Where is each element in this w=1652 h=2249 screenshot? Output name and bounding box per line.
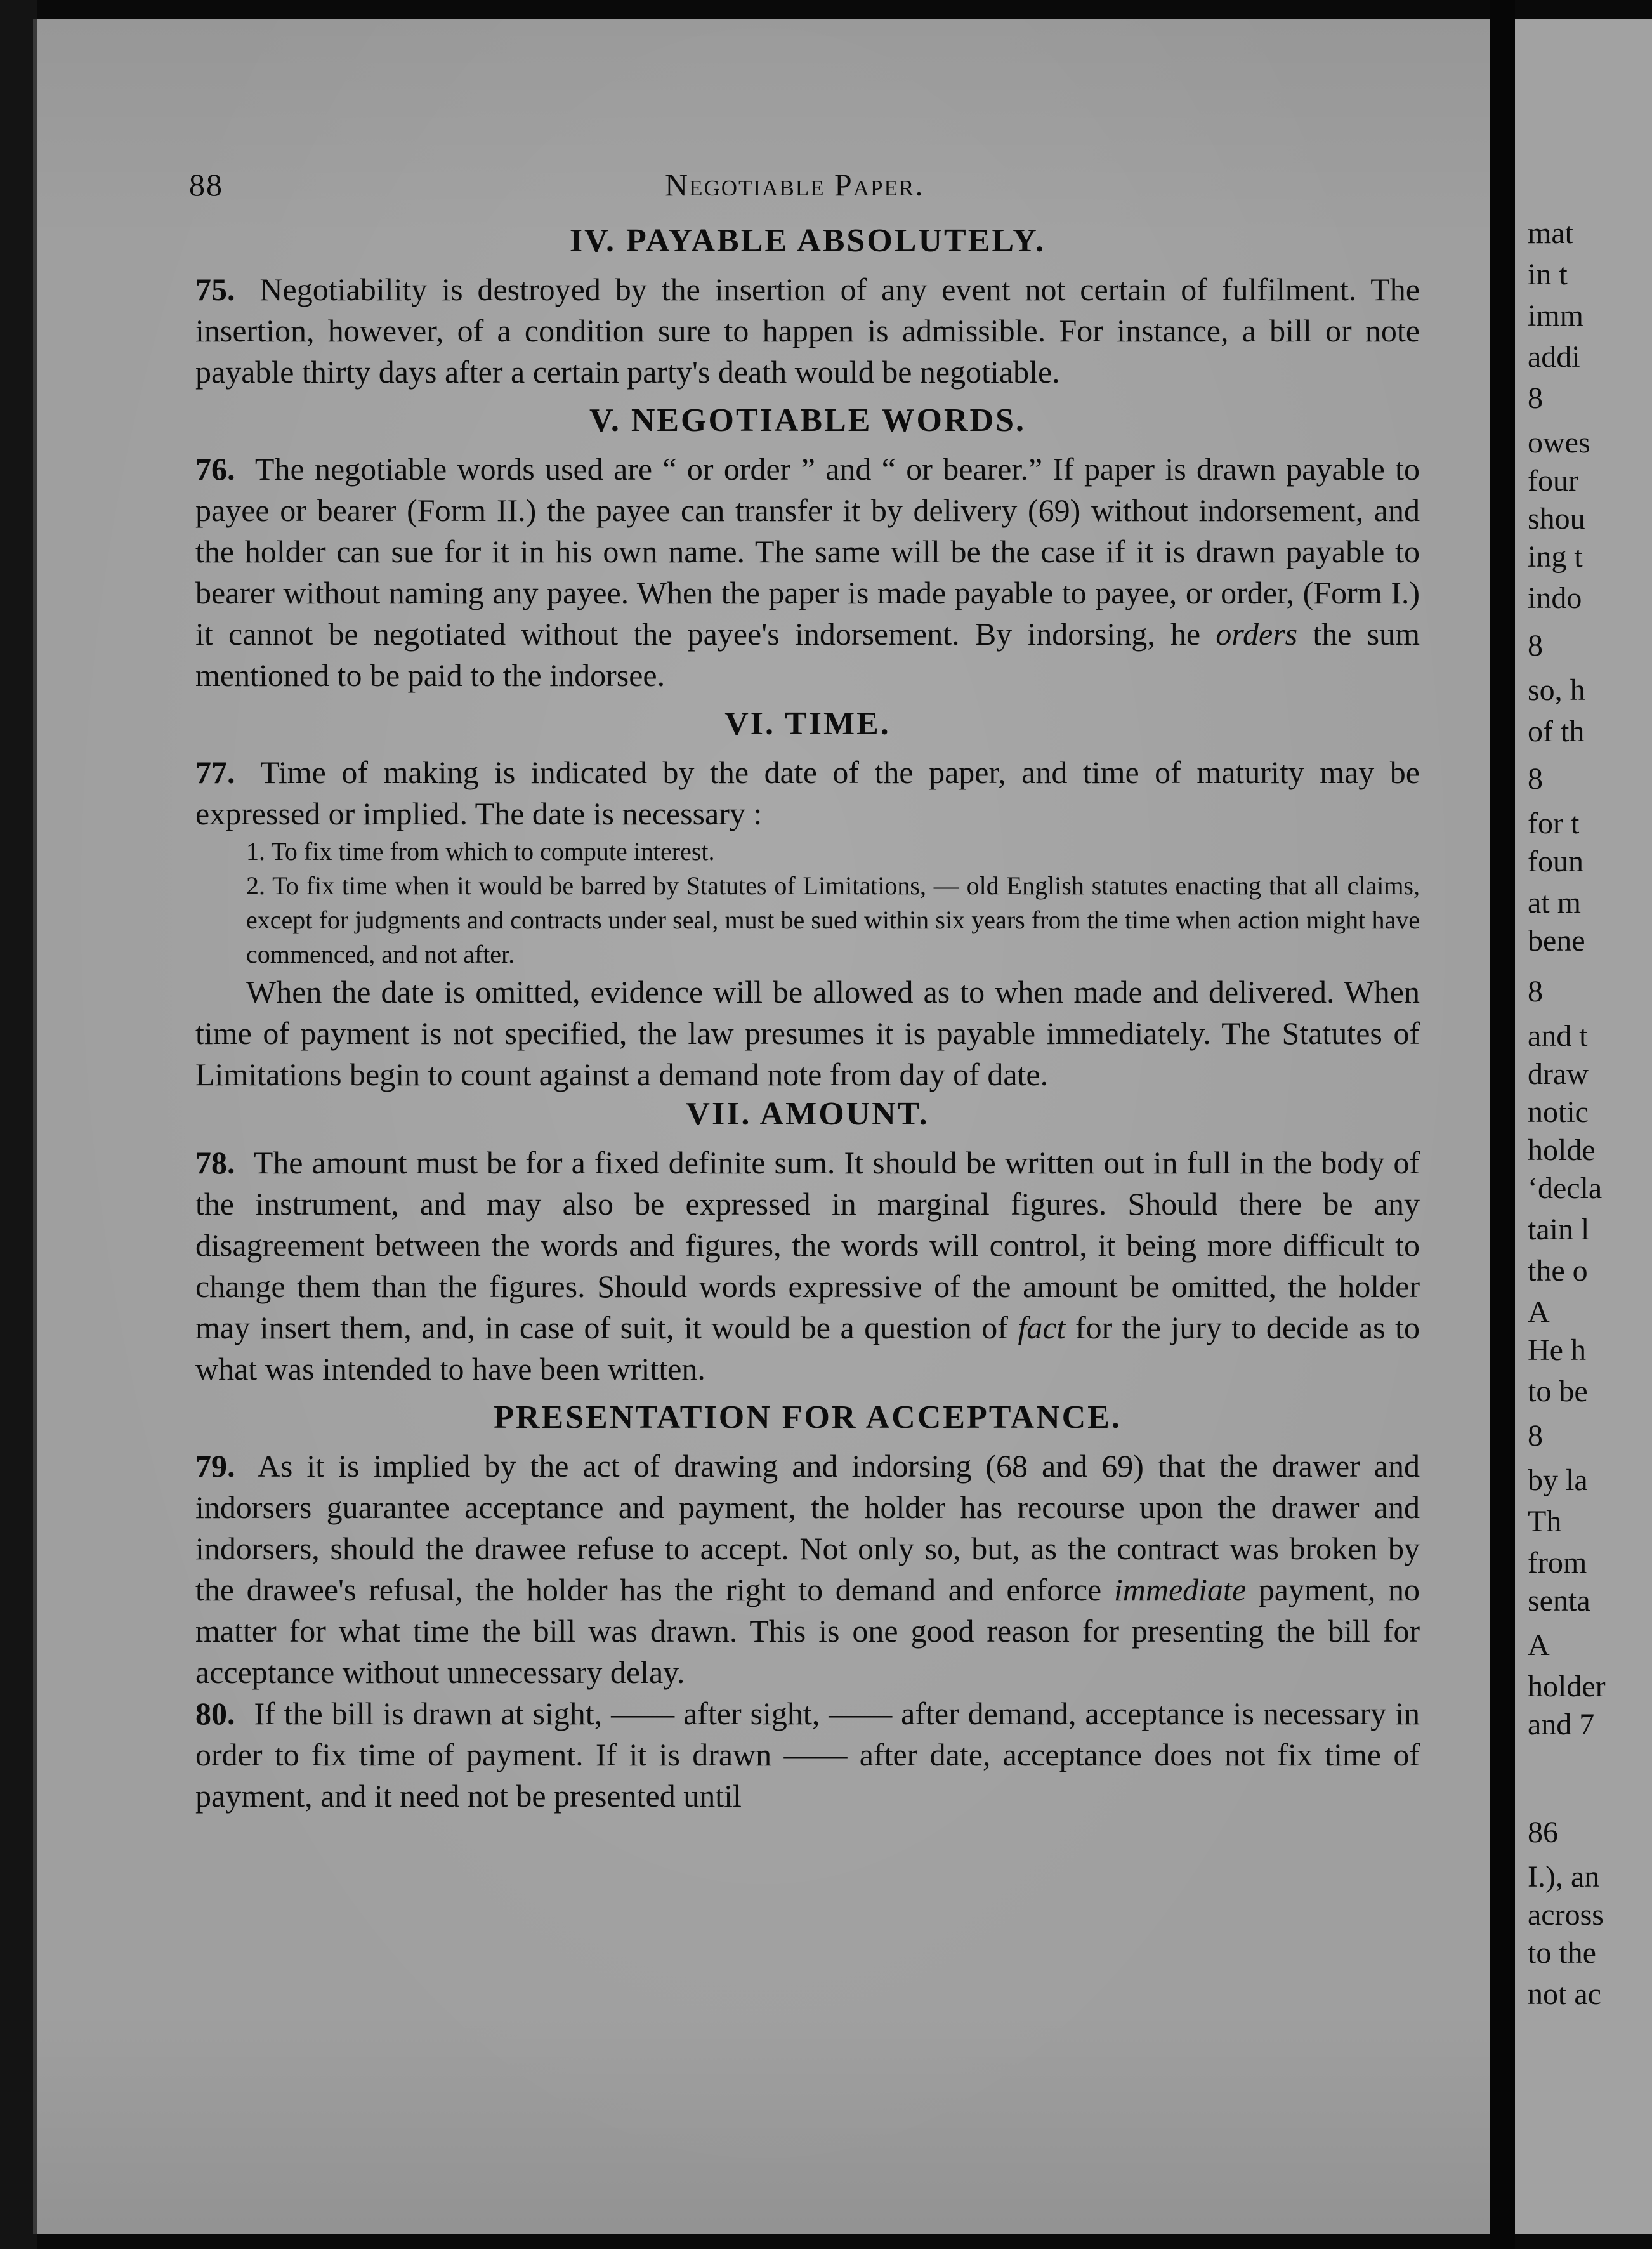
paragraph-75 bbox=[195, 269, 1420, 393]
paragraph-text: Time of making is indicated by the date of the paper, and time of maturity may be expressed or implied. The date is necessary : bbox=[195, 755, 1420, 831]
right-page-text-fragment: from bbox=[1528, 1546, 1587, 1580]
right-page-text-fragment: to the bbox=[1528, 1936, 1596, 1970]
right-page-text-fragment: in t bbox=[1528, 258, 1568, 291]
right-page-text-fragment: bene bbox=[1528, 924, 1585, 958]
paragraph-text: Negotiability is destroyed by the insertion of any event not certain of fulfilment. The insertion, however, of a condition sure to happen is admissible. For instance, a bill or note payable thirty days after a certain party's death would be negotiable. bbox=[195, 272, 1420, 390]
paragraph-77 bbox=[195, 752, 1420, 834]
list-item: 1. To fix time from which to compute interest. bbox=[246, 837, 715, 866]
paragraph-text: The amount must be for a fixed definite sum. It should be written out in full in the body of the instrument, and may also be expressed in marginal figures. Should there be any disagreement between the words and figures, the words will control, it being more difficult to change them than the figures. Should words expressive of the amount be omitted, the holder may insert them, and, in case of suit, it would be a question of bbox=[195, 1145, 1420, 1345]
left-page bbox=[37, 19, 1490, 2234]
right-page-text-fragment: shou bbox=[1528, 502, 1585, 536]
paragraph-79 bbox=[195, 1446, 1420, 1693]
right-page-text-fragment: of th bbox=[1528, 715, 1585, 748]
section-amount bbox=[195, 1095, 1420, 1390]
paragraph-number: 78. bbox=[195, 1145, 235, 1180]
right-page-text-fragment: foun bbox=[1528, 845, 1583, 878]
right-page-text-fragment: draw bbox=[1528, 1057, 1589, 1091]
right-page-text-fragment: 86 bbox=[1528, 1816, 1558, 1849]
right-page-text-fragment: 8 bbox=[1528, 629, 1543, 663]
right-page-text-fragment: 8 bbox=[1528, 975, 1543, 1008]
right-page-text-fragment: imm bbox=[1528, 299, 1584, 333]
paragraph-text: As it is implied by the act of drawing and indorsing (68 and 69) that the drawer and indorsers guarantee acceptance and payment, the holder has recourse upon the drawer and indorsers, should the drawee refuse to accept. Not only so, but, as the contract was broken by the drawee's refusal, the holder has the right to demand and enforce bbox=[195, 1448, 1420, 1607]
section-heading: VI. TIME. bbox=[724, 706, 891, 742]
section-heading: VII. AMOUNT. bbox=[686, 1096, 929, 1132]
right-page-text-fragment: mat bbox=[1528, 216, 1573, 250]
right-page-text-fragment: notic bbox=[1528, 1095, 1589, 1129]
paragraph-text-continued: for the jury to decide as to what was intended to have been written. bbox=[195, 1310, 1420, 1387]
right-page-text-fragment: I.), an bbox=[1528, 1860, 1600, 1894]
right-page-text-fragment: A bbox=[1528, 1295, 1550, 1329]
paragraph-number: 79. bbox=[195, 1448, 235, 1484]
running-title: Negotiable Paper. bbox=[665, 167, 924, 202]
section-time bbox=[195, 705, 1420, 1095]
book-binding bbox=[0, 0, 37, 2249]
right-page-text-fragment: and t bbox=[1528, 1019, 1588, 1053]
right-page-text-fragment: holde bbox=[1528, 1133, 1596, 1167]
section-heading: PRESENTATION FOR ACCEPTANCE. bbox=[494, 1399, 1122, 1435]
section-presentation-for-acceptance bbox=[195, 1399, 1420, 1817]
paragraph-text-continued: payment, no matter for what time the bill was drawn. This is one good reason for presenting the bill for acceptance without unnecessary delay. bbox=[195, 1572, 1420, 1690]
right-page-text-fragment: so, h bbox=[1528, 673, 1585, 707]
paragraph-number: 80. bbox=[195, 1696, 235, 1731]
emphasis-text: orders bbox=[1216, 616, 1298, 652]
paragraph-text: If the bill is drawn at sight, —— after sight, —— after demand, acceptance is necessary in order to fix time of payment. If it is drawn —— after date, acceptance does not fix time of payment, and it need not be presented until bbox=[195, 1696, 1420, 1814]
right-page-text-fragment: 8 bbox=[1528, 1419, 1543, 1453]
right-page-text-fragment: 8 bbox=[1528, 762, 1543, 796]
right-page-text-fragment: Th bbox=[1528, 1505, 1562, 1538]
right-page-text-fragment: the o bbox=[1528, 1254, 1588, 1288]
paragraph-text-continued: the sum mentioned to be paid to the indorsee. bbox=[195, 616, 1420, 693]
right-page-text-fragment: ing t bbox=[1528, 540, 1583, 574]
right-page-text-fragment: by la bbox=[1528, 1463, 1588, 1497]
right-page-text-fragment: four bbox=[1528, 464, 1578, 498]
paragraph-77-continued: When the date is omitted, evidence will be allowed as to when made and delivered. When time of payment is not specified, the law presumes it is payable immediately. The Statutes of Limitations begin to count against a demand note from day of date. bbox=[195, 974, 1420, 1092]
section-negotiable-words bbox=[195, 402, 1420, 696]
right-page-text-fragment: owes bbox=[1528, 426, 1590, 459]
right-page-text-fragment: senta bbox=[1528, 1584, 1590, 1618]
right-page-sliver bbox=[1515, 19, 1652, 2234]
right-page-text-fragment: and 7 bbox=[1528, 1708, 1595, 1741]
section-heading: V. NEGOTIABLE WORDS. bbox=[589, 402, 1026, 439]
date-purposes-list bbox=[195, 834, 1420, 972]
right-page-text-fragment: indo bbox=[1528, 581, 1582, 615]
section-heading: IV. PAYABLE ABSOLUTELY. bbox=[569, 223, 1046, 259]
right-page-text-fragment: addi bbox=[1528, 340, 1580, 374]
paragraph-text: The negotiable words used are “ or order ” and “ or bearer.” If paper is drawn payable to payee or bearer (Form II.) the payee can transfer it by delivery (69) without indorsement, and the holder can sue for it in his own name. The same will be the case if it is drawn payable to bearer without naming any payee. When the paper is made payable to payee, or order, (Form I.) it cannot be negotiated without the payee's indorsement. By indorsing, he bbox=[195, 451, 1420, 652]
right-page-text-fragment: at m bbox=[1528, 886, 1581, 920]
right-page-text-fragment: holder bbox=[1528, 1670, 1606, 1703]
paragraph-number: 77. bbox=[195, 755, 235, 790]
right-page-text-fragment: not ac bbox=[1528, 1977, 1601, 2011]
right-page-text-fragment: A bbox=[1528, 1628, 1550, 1662]
paragraph-number: 76. bbox=[195, 451, 235, 487]
paragraph-80 bbox=[195, 1693, 1420, 1817]
section-payable-absolutely bbox=[195, 222, 1420, 393]
emphasis-text: fact bbox=[1018, 1310, 1066, 1345]
right-page-text-fragment: to be bbox=[1528, 1375, 1588, 1408]
right-page-text-fragment: across bbox=[1528, 1898, 1604, 1932]
page-gutter bbox=[1490, 0, 1515, 2249]
right-page-text-fragment: 8 bbox=[1528, 381, 1543, 415]
right-page-text-fragment: for t bbox=[1528, 807, 1580, 840]
page-content bbox=[195, 222, 1420, 1817]
paragraph-78 bbox=[195, 1142, 1420, 1390]
right-page-text-fragment: He h bbox=[1528, 1333, 1586, 1367]
list-item: 2. To fix time when it would be barred by Statutes of Limitations, — old English statutes enacting that all claims, except for judgments and contracts under seal, must be sued within six years from the time when action might have commenced, and not after. bbox=[246, 871, 1420, 968]
paragraph-number: 75. bbox=[195, 272, 235, 307]
right-page-text-fragment: tain l bbox=[1528, 1213, 1590, 1246]
right-page-text-fragment: ‘decla bbox=[1528, 1171, 1603, 1205]
paragraph-76 bbox=[195, 449, 1420, 696]
emphasis-text: immediate bbox=[1113, 1572, 1247, 1607]
page-number: 88 bbox=[189, 167, 223, 202]
